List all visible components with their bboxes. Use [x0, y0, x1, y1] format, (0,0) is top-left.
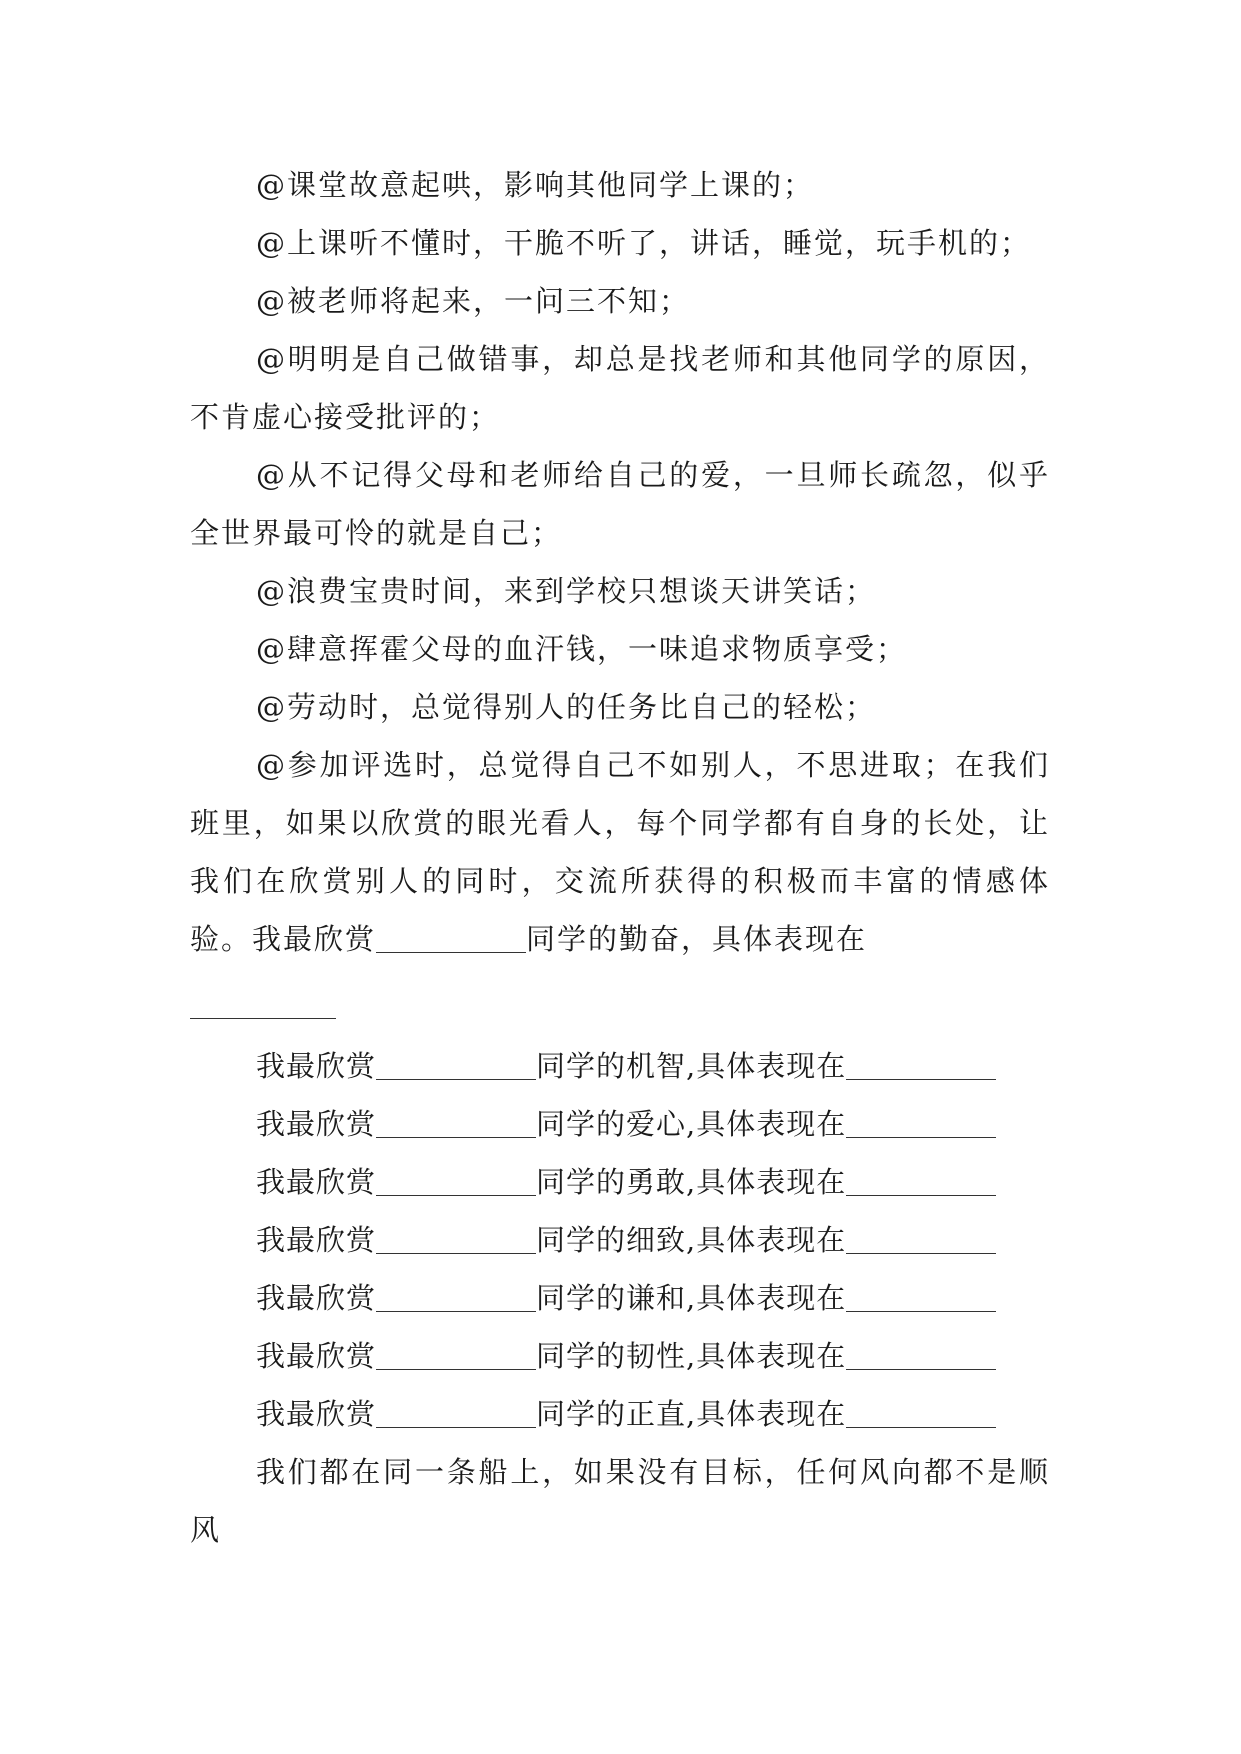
paragraph-appreciation — [190, 736, 1050, 968]
appreciation-diligence: 同学的勤奋，具体表现在 — [526, 922, 868, 956]
appreciation-lead: @参加评选时，总觉得自己不如别人，不思进取；在我们班里，如果以欣赏的眼光看人，每个同学都有自身的长处，让我们在欣赏别人的同时，交流所获得的积极而丰富的情感体验。我最欣赏 — [190, 748, 1050, 956]
fill-prefix: 我最欣赏 — [256, 1107, 377, 1141]
fill-middle: 同学的细致,具体表现在 — [536, 1223, 847, 1257]
blank-line[interactable] — [846, 1333, 996, 1370]
fill-row — [190, 1037, 1050, 1095]
paragraph-labor: @劳动时，总觉得别人的任务比自己的轻松； — [256, 690, 877, 724]
fill-row — [190, 1095, 1050, 1153]
blank-line[interactable] — [846, 1275, 996, 1312]
blank-line[interactable] — [846, 1217, 996, 1254]
fill-middle: 同学的正直,具体表现在 — [536, 1397, 847, 1431]
paragraph-closing: 我们都在同一条船上，如果没有目标，任何风向都不是顺风 — [190, 1455, 1050, 1547]
fill-prefix: 我最欣赏 — [256, 1339, 377, 1373]
blank-line[interactable] — [376, 1275, 536, 1312]
fill-row — [190, 1269, 1050, 1327]
blank-line[interactable] — [846, 1391, 996, 1428]
paragraph-blame-others: @明明是自己做错事，却总是找老师和其他同学的原因，不肯虚心接受批评的； — [190, 342, 1050, 434]
fill-row — [190, 1385, 1050, 1443]
fill-row — [190, 1211, 1050, 1269]
paragraph-no-answer: @被老师将起来，一问三不知； — [256, 284, 691, 318]
blank-line[interactable] — [376, 1391, 536, 1428]
blank-line[interactable] — [376, 1333, 536, 1370]
fill-middle: 同学的勇敢,具体表现在 — [536, 1165, 847, 1199]
fill-middle: 同学的机智,具体表现在 — [536, 1049, 847, 1083]
blank-line[interactable] — [846, 1043, 996, 1080]
blank-line[interactable] — [376, 1043, 536, 1080]
blank-line[interactable] — [376, 1217, 536, 1254]
fill-prefix: 我最欣赏 — [256, 1165, 377, 1199]
document-body — [190, 156, 1050, 1559]
paragraph-not-listening: @上课听不懂时，干脆不听了，讲话，睡觉，玩手机的； — [256, 226, 1032, 260]
paragraph-disrupt-class: @课堂故意起哄，影响其他同学上课的； — [256, 168, 815, 202]
blank-line[interactable] — [376, 1101, 536, 1138]
fill-prefix: 我最欣赏 — [256, 1281, 377, 1315]
blank-line[interactable] — [376, 1159, 536, 1196]
fill-middle: 同学的韧性,具体表现在 — [536, 1339, 847, 1373]
paragraph-waste-time: @浪费宝贵时间，来到学校只想谈天讲笑话； — [256, 574, 877, 608]
fill-prefix: 我最欣赏 — [256, 1223, 377, 1257]
fill-row — [190, 1327, 1050, 1385]
fill-in-list — [190, 1037, 1050, 1443]
fill-middle: 同学的谦和,具体表现在 — [536, 1281, 847, 1315]
fill-row — [190, 1153, 1050, 1211]
fill-middle: 同学的爱心,具体表现在 — [536, 1107, 847, 1141]
paragraph-self-pity: @从不记得父母和老师给自己的爱，一旦师长疏忽，似乎全世界最可怜的就是自己； — [190, 458, 1050, 550]
paragraph-waste-money: @肆意挥霍父母的血汗钱，一味追求物质享受； — [256, 632, 908, 666]
blank-line[interactable] — [190, 1018, 336, 1019]
fill-prefix: 我最欣赏 — [256, 1397, 377, 1431]
blank-line[interactable] — [846, 1159, 996, 1196]
fill-prefix: 我最欣赏 — [256, 1049, 377, 1083]
blank-line[interactable] — [376, 916, 526, 953]
blank-line[interactable] — [846, 1101, 996, 1138]
